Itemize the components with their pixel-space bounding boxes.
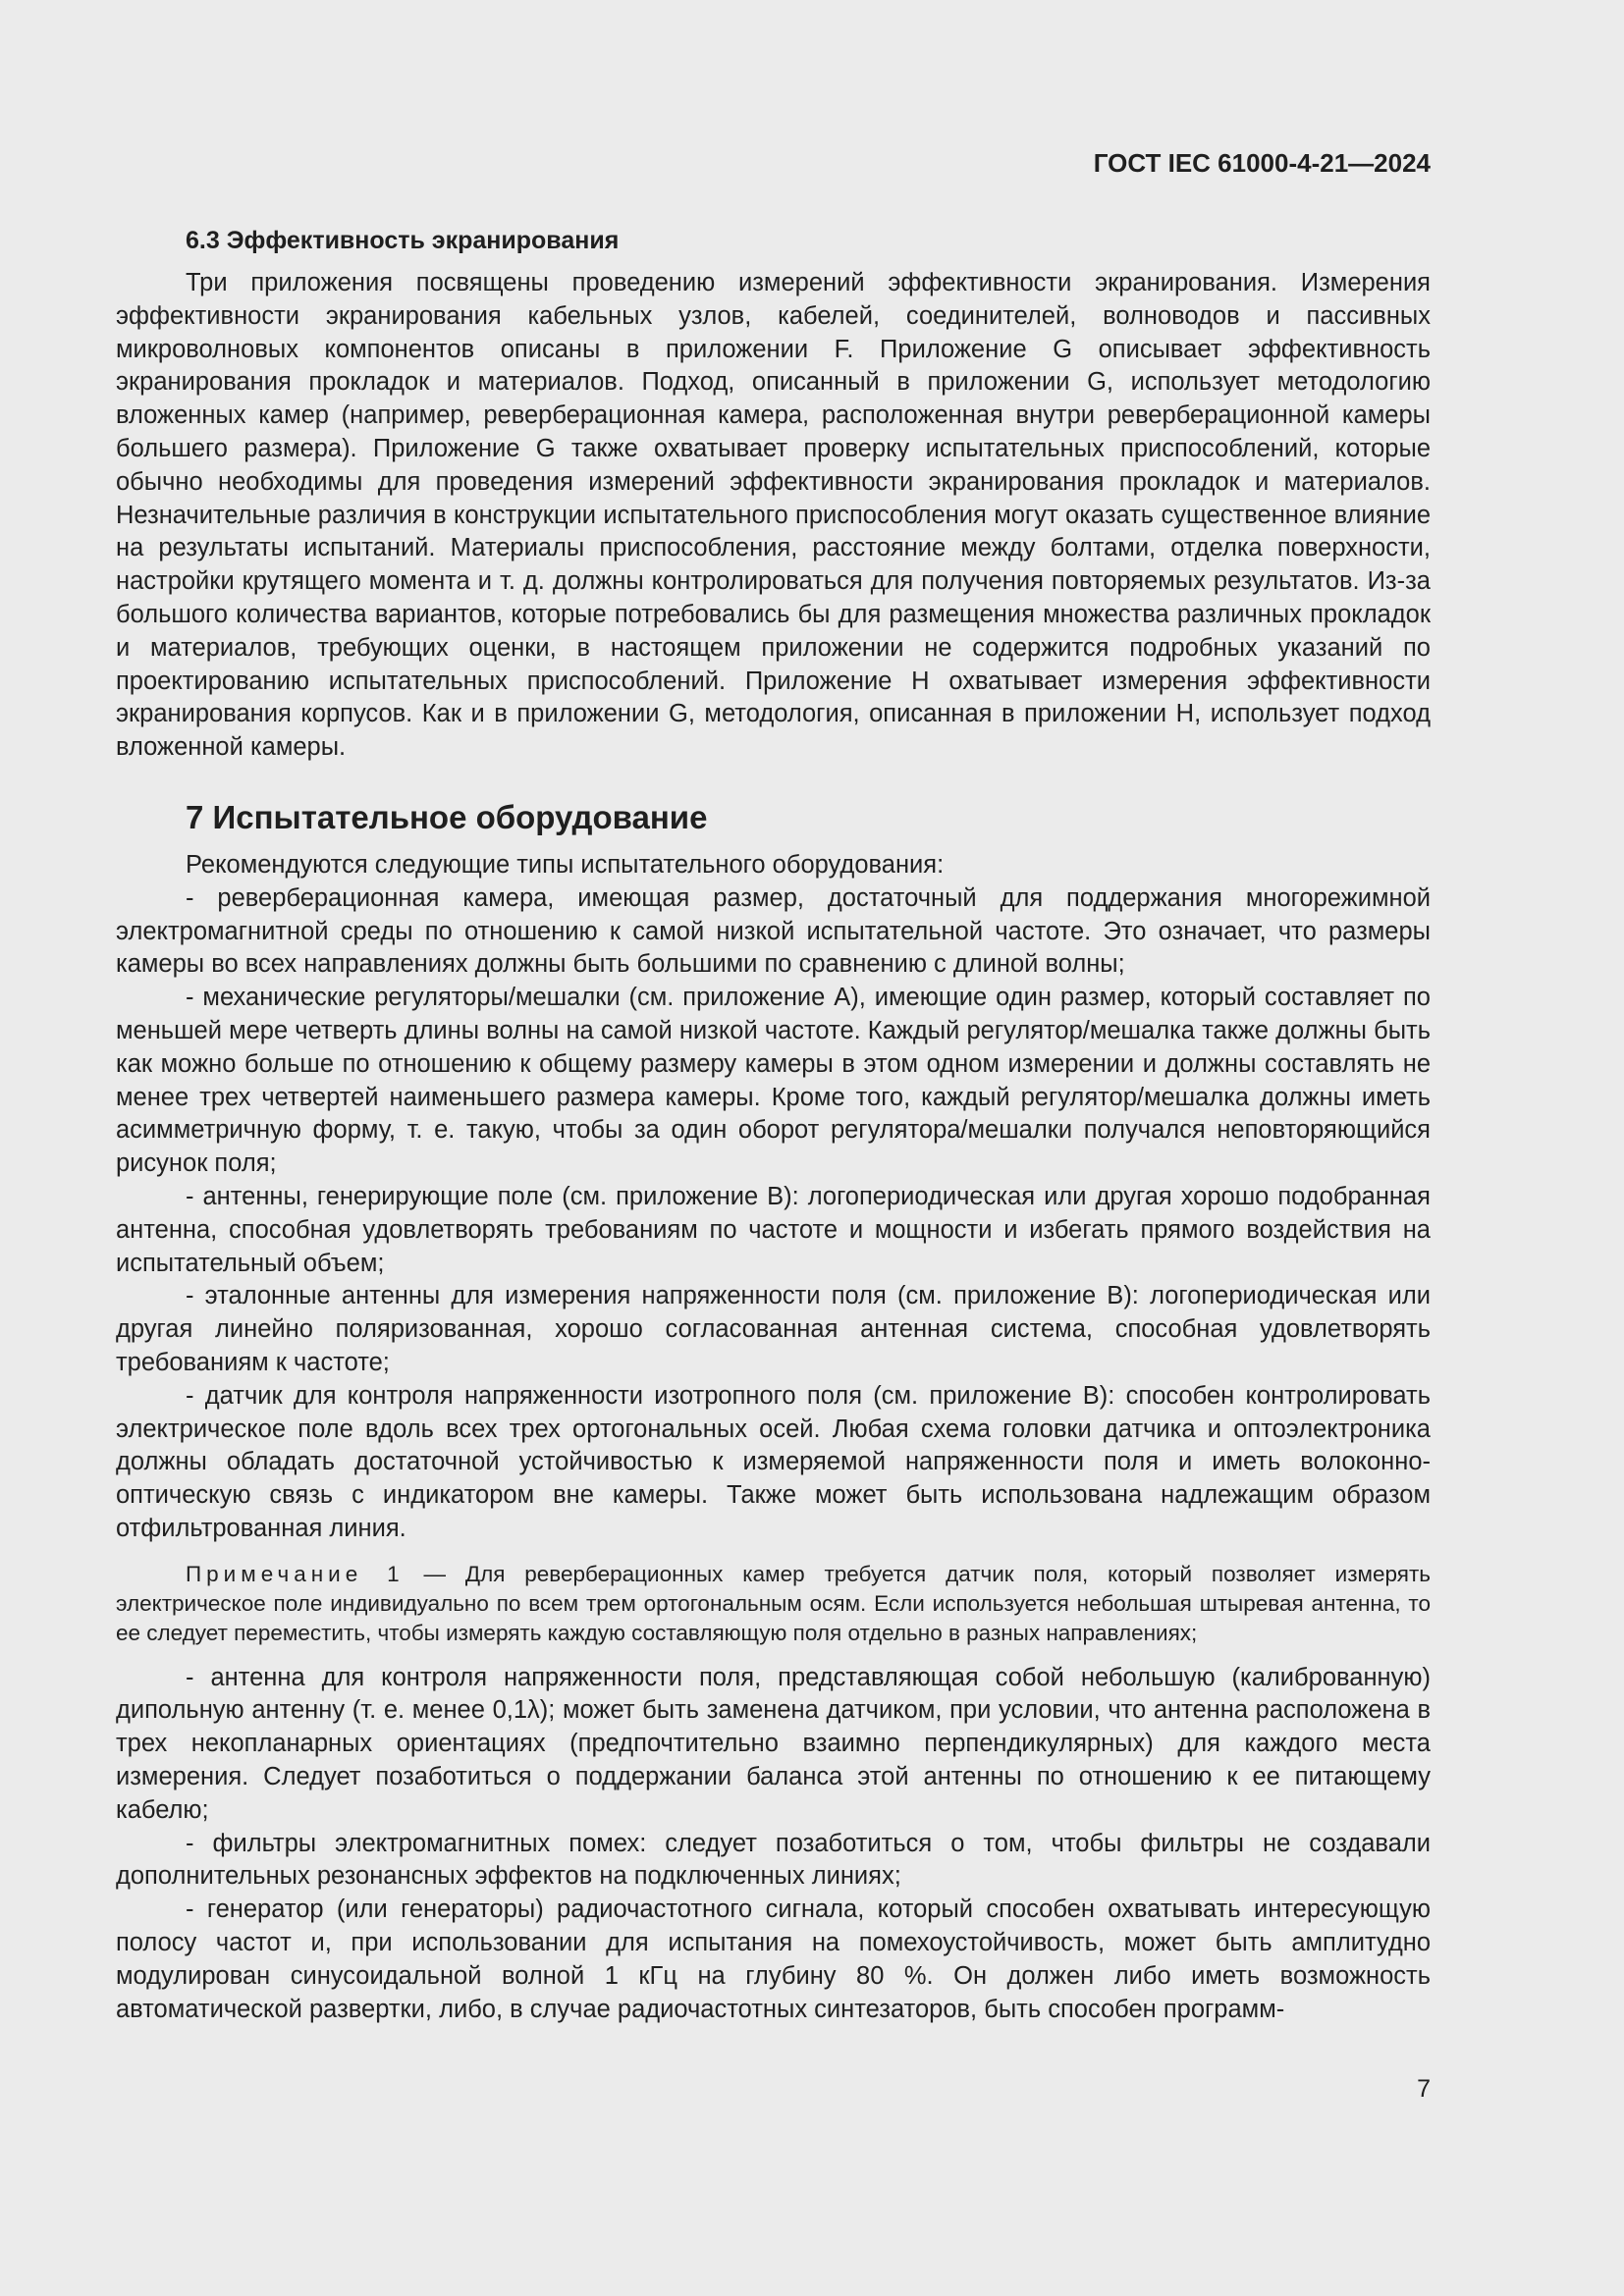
note-text: — Для реверберационных камер требуется датчик поля, который позволяет измерять электрическое поле индивидуально по всем трем ортогональным осям. Если используется небольшая штыревая антенна, то ее следует переместить, чтобы измерять каждую составляющую поля отдельно в разных направлениях; [116,1561,1431,1645]
list-item: - датчик для контроля напряженности изотропного поля (см. приложение В): способен контролировать электрическое поле вдоль всех трех ортогональных осей. Любая схема головки датчика и оптоэлектроника должны обладать достаточной устойчивостью к измеряемой напряженности поля и иметь волоконно-оптическую связь с индикатором вне камеры. Также может быть использована надлежащим образом отфильтрованная линия. [116,1381,1431,1542]
page-content [116,224,1431,2026]
section-6-3-paragraph: Три приложения посвящены проведению измерений эффективности экранирования. Измерения эффективности экранирования кабельных узлов, кабелей, соединителей, волноводов и пассивных микроволновых компонентов описаны в приложении F. Приложение G описывает эффективность экранирования прокладок и материалов. Подход, описанный в приложении G, использует методологию вложенных камер (например, реверберационная камера, расположенная внутри реверберационной камеры большего размера). Приложение G также охватывает проверку испытательных приспособлений, которые обычно необходимы для проведения измерений эффективности экранирования прокладок и материалов. Незначительные различия в конструкции испытательного приспособления могут оказать существенное влияние на результаты испытаний. Материалы приспособления, расстояние между болтами, отделка поверхности, настройки крутящего момента и т. д. должны контролироваться для получения повторяемых результатов. Из-за большого количества вариантов, которые потребовались бы для размещения множества различных прокладок и материалов, требующих оценки, в настоящем приложении не содержится подробных указаний по проектированию испытательных приспособлений. Приложение Н охватывает измерения эффективности экранирования корпусов. Как и в приложении G, методология, описанная в приложении Н, использует подход вложенной камеры. [116,269,1431,762]
list-item: - механические регуляторы/мешалки (см. приложение А), имеющие один размер, который составляет по меньшей мере четверть длины волны на самой низкой частоте. Каждый регулятор/мешалка также должны быть как можно больше по отношению к общему размеру камеры в этом одном измерении и должны составлять не менее трех четвертей наименьшего размера камеры. Кроме того, каждый регулятор/мешалка должны иметь асимметричную форму, т. е. такую, чтобы за один оборот регулятора/мешалки получался неповторяющийся рисунок поля; [116,984,1431,1178]
section-6-3-title: 6.3 Эффективность экранирования [186,227,620,254]
section-7-intro: Рекомендуются следующие типы испытательного оборудования: [186,850,945,879]
note-1 [116,1560,1431,1648]
note-label: Примечание 1 [186,1561,405,1586]
document-header: ГОСТ IEC 61000-4-21—2024 [1093,148,1431,178]
list-item: - генератор (или генераторы) радиочастотного сигнала, который способен охватывать интересующую полосу частот и, при использовании для испытания на помехоустойчивость, может быть амплитудно модулирован синусоидальной волной 1 кГц на глубину 80 %. Он должен либо иметь возможность автоматической развертки, либо, в случае радиочастотных синтезаторов, быть способен программ- [116,1896,1431,2023]
list-item: - антенна для контроля напряженности поля, представляющая собой небольшую (калиброванную) дипольную антенну (т. е. менее 0,1λ); может быть заменена датчиком, при условии, что антенна расположена в трех некопланарных ориентациях (предпочтительно взаимно перпендикулярных) для каждого места измерения. Следует позаботиться о поддержании баланса этой антенны по отношению к ее питающему кабелю; [116,1663,1431,1824]
list-item: - эталонные антенны для измерения напряженности поля (см. приложение В): логопериодическая или другая линейно поляризованная, хорошо согласованная антенная система, способная удовлетворять требованиям к частоте; [116,1282,1431,1376]
list-item: - реверберационная камера, имеющая размер, достаточный для поддержания многорежимной электромагнитной среды по отношению к самой низкой испытательной частоте. Это означает, что размеры камеры во всех направлениях должны быть большими по сравнению с длиной волны; [116,883,1431,979]
section-7-title: 7 Испытательное оборудование [186,798,708,835]
list-item: - антенны, генерирующие поле (см. приложение В): логопериодическая или другая хорошо подобранная антенна, способная удовлетворять требованиям по частоте и мощности и избегать прямого воздействия на испытательный объем; [116,1182,1431,1277]
list-item: - фильтры электромагнитных помех: следует позаботиться о том, чтобы фильтры не создавали дополнительных резонансных эффектов на подключенных линиях; [116,1829,1431,1891]
page-number: 7 [1417,2075,1431,2103]
